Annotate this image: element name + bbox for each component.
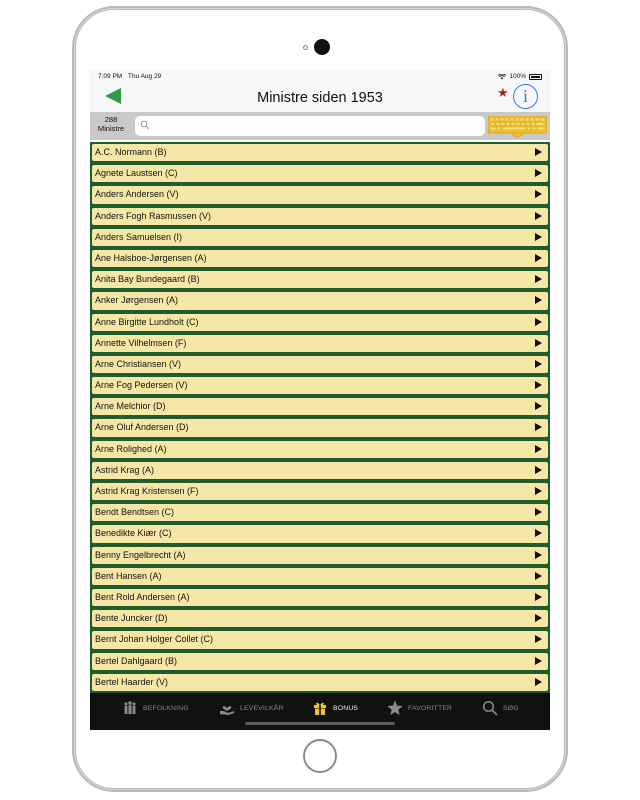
list-item-label: Anders Fogh Rasmussen (V) bbox=[95, 210, 212, 221]
list-item-label: Astrid Krag (A) bbox=[95, 464, 155, 475]
list-item[interactable] bbox=[92, 631, 548, 648]
navigation-bar bbox=[90, 84, 550, 112]
list-item-label: Arne Fog Pedersen (V) bbox=[95, 380, 188, 391]
favorite-star-icon[interactable]: ★ bbox=[497, 85, 509, 100]
list-item-label: Bernt Johan Holger Collet (C) bbox=[95, 634, 214, 645]
tab-favoritter[interactable] bbox=[387, 700, 452, 716]
tab-bonus[interactable] bbox=[312, 700, 358, 716]
list-item[interactable] bbox=[92, 610, 548, 627]
list-item[interactable] bbox=[92, 398, 548, 415]
list-item[interactable] bbox=[92, 483, 548, 500]
keyboard-toggle-icon[interactable] bbox=[488, 116, 547, 138]
list-item[interactable] bbox=[92, 525, 548, 542]
tab-label: FAVORITTER bbox=[408, 704, 453, 712]
list-item-label: Anne Birgitte Lundholt (C) bbox=[95, 316, 199, 327]
list-item[interactable] bbox=[92, 589, 548, 606]
chevron-right-icon bbox=[535, 360, 542, 368]
list-item[interactable] bbox=[92, 250, 548, 267]
list-item[interactable] bbox=[92, 229, 548, 246]
chevron-right-icon bbox=[535, 169, 542, 177]
list-item[interactable] bbox=[92, 377, 548, 394]
chevron-right-icon bbox=[535, 572, 542, 580]
list-item-label: Arne Rolighed (A) bbox=[95, 443, 167, 454]
chevron-right-icon bbox=[535, 678, 542, 686]
chevron-right-icon bbox=[535, 190, 542, 198]
list-item-label: Bent Rold Andersen (A) bbox=[95, 591, 190, 602]
list-item-label: Bent Hansen (A) bbox=[95, 570, 162, 581]
list-item[interactable] bbox=[92, 462, 548, 479]
chevron-right-icon bbox=[535, 296, 542, 304]
info-icon[interactable]: i bbox=[513, 84, 538, 109]
list-item[interactable] bbox=[92, 335, 548, 352]
list-item-label: Bertel Haarder (V) bbox=[95, 676, 169, 687]
chevron-right-icon bbox=[535, 529, 542, 537]
status-bar bbox=[90, 70, 550, 84]
chevron-right-icon bbox=[535, 466, 542, 474]
front-sensor bbox=[303, 45, 308, 50]
list-item-label: Bendt Bendtsen (C) bbox=[95, 507, 175, 518]
home-button[interactable] bbox=[303, 739, 337, 773]
chevron-right-icon bbox=[535, 233, 542, 241]
list-item-label: Benny Engelbrecht (A) bbox=[95, 549, 186, 560]
search-field[interactable] bbox=[135, 116, 485, 136]
chevron-right-icon bbox=[535, 339, 542, 347]
tab-label: BEFOLKNING bbox=[143, 704, 189, 712]
list-item-label: Annette Vilhelmsen (F) bbox=[95, 337, 187, 348]
list-item-label: Anker Jørgensen (A) bbox=[95, 295, 179, 306]
minister-list bbox=[90, 142, 550, 693]
list-item[interactable] bbox=[92, 186, 548, 203]
tab-bar bbox=[90, 693, 550, 730]
chevron-right-icon bbox=[535, 423, 542, 431]
battery-percent: 100% bbox=[509, 73, 526, 80]
status-time: 7:09 PM bbox=[98, 73, 123, 80]
search-icon bbox=[140, 120, 150, 130]
chevron-right-icon bbox=[535, 593, 542, 601]
list-item-label: Bertel Dahlgaard (B) bbox=[95, 655, 178, 666]
chevron-right-icon bbox=[535, 148, 542, 156]
chevron-right-icon bbox=[535, 657, 542, 665]
list-item[interactable] bbox=[92, 653, 548, 670]
list-item[interactable] bbox=[92, 547, 548, 564]
app-screen bbox=[90, 70, 550, 730]
list-item[interactable] bbox=[92, 356, 548, 373]
list-item-label: Bente Juncker (D) bbox=[95, 613, 168, 624]
list-item-label: Benedikte Kiær (C) bbox=[95, 528, 172, 539]
list-item[interactable] bbox=[92, 165, 548, 182]
list-item[interactable] bbox=[92, 504, 548, 521]
search-icon bbox=[482, 700, 498, 716]
tab-label: LEVEVILKÅR bbox=[240, 704, 284, 712]
star-icon bbox=[387, 700, 403, 716]
status-date: Thu Aug 29 bbox=[127, 73, 162, 80]
list-item[interactable] bbox=[92, 419, 548, 436]
tab-befolkning[interactable] bbox=[122, 700, 189, 716]
chevron-right-icon bbox=[535, 402, 542, 410]
list-item-label: Anders Samuelsen (I) bbox=[95, 231, 183, 242]
hand-heart-icon bbox=[219, 700, 235, 716]
count-value: 288 bbox=[104, 115, 118, 124]
list-item-label: A.C. Normann (B) bbox=[95, 147, 167, 157]
wifi-icon bbox=[498, 74, 506, 80]
chevron-right-icon bbox=[535, 551, 542, 559]
page-title: Ministre siden 1953 bbox=[257, 90, 383, 106]
chevron-right-icon bbox=[535, 445, 542, 453]
chevron-right-icon bbox=[535, 614, 542, 622]
chevron-right-icon bbox=[535, 381, 542, 389]
list-item[interactable] bbox=[92, 674, 548, 691]
list-item[interactable] bbox=[92, 441, 548, 458]
minister-count bbox=[93, 115, 129, 133]
tab-label: BONUS bbox=[333, 704, 359, 712]
list-item-label: Arne Christiansen (V) bbox=[95, 358, 182, 369]
chevron-right-icon bbox=[535, 318, 542, 326]
list-item-label: Agnete Laustsen (C) bbox=[95, 168, 178, 179]
list-item[interactable] bbox=[92, 208, 548, 225]
front-camera bbox=[314, 39, 330, 55]
list-item-label: Anders Andersen (V) bbox=[95, 189, 179, 200]
list-item-label: Arne Melchior (D) bbox=[95, 401, 166, 412]
search-bar bbox=[90, 112, 550, 140]
chevron-right-icon bbox=[535, 487, 542, 495]
chevron-right-icon bbox=[535, 275, 542, 283]
list-item-label: Arne Oluf Andersen (D) bbox=[95, 422, 189, 433]
list-item[interactable] bbox=[92, 314, 548, 331]
list-item[interactable] bbox=[92, 568, 548, 585]
chevron-right-icon bbox=[535, 508, 542, 516]
list-item[interactable] bbox=[92, 271, 548, 288]
chevron-right-icon bbox=[535, 254, 542, 262]
search-input[interactable] bbox=[153, 118, 479, 134]
tab-levevilkaar[interactable] bbox=[219, 700, 284, 716]
tab-soeg[interactable] bbox=[482, 700, 519, 716]
chevron-right-icon bbox=[535, 635, 542, 643]
list-item-label: Ane Halsboe-Jørgensen (A) bbox=[95, 252, 207, 263]
list-item[interactable] bbox=[92, 144, 548, 161]
count-label: Ministre bbox=[97, 124, 125, 133]
tab-label: SØG bbox=[503, 704, 519, 712]
gift-icon bbox=[312, 700, 328, 716]
home-indicator bbox=[245, 722, 395, 725]
battery-icon bbox=[529, 74, 542, 80]
people-icon bbox=[122, 700, 138, 716]
list-item-label: Anita Bay Bundegaard (B) bbox=[95, 274, 200, 285]
list-item[interactable] bbox=[92, 292, 548, 309]
chevron-right-icon bbox=[535, 212, 542, 220]
list-item-label: Astrid Krag Kristensen (F) bbox=[95, 486, 199, 496]
